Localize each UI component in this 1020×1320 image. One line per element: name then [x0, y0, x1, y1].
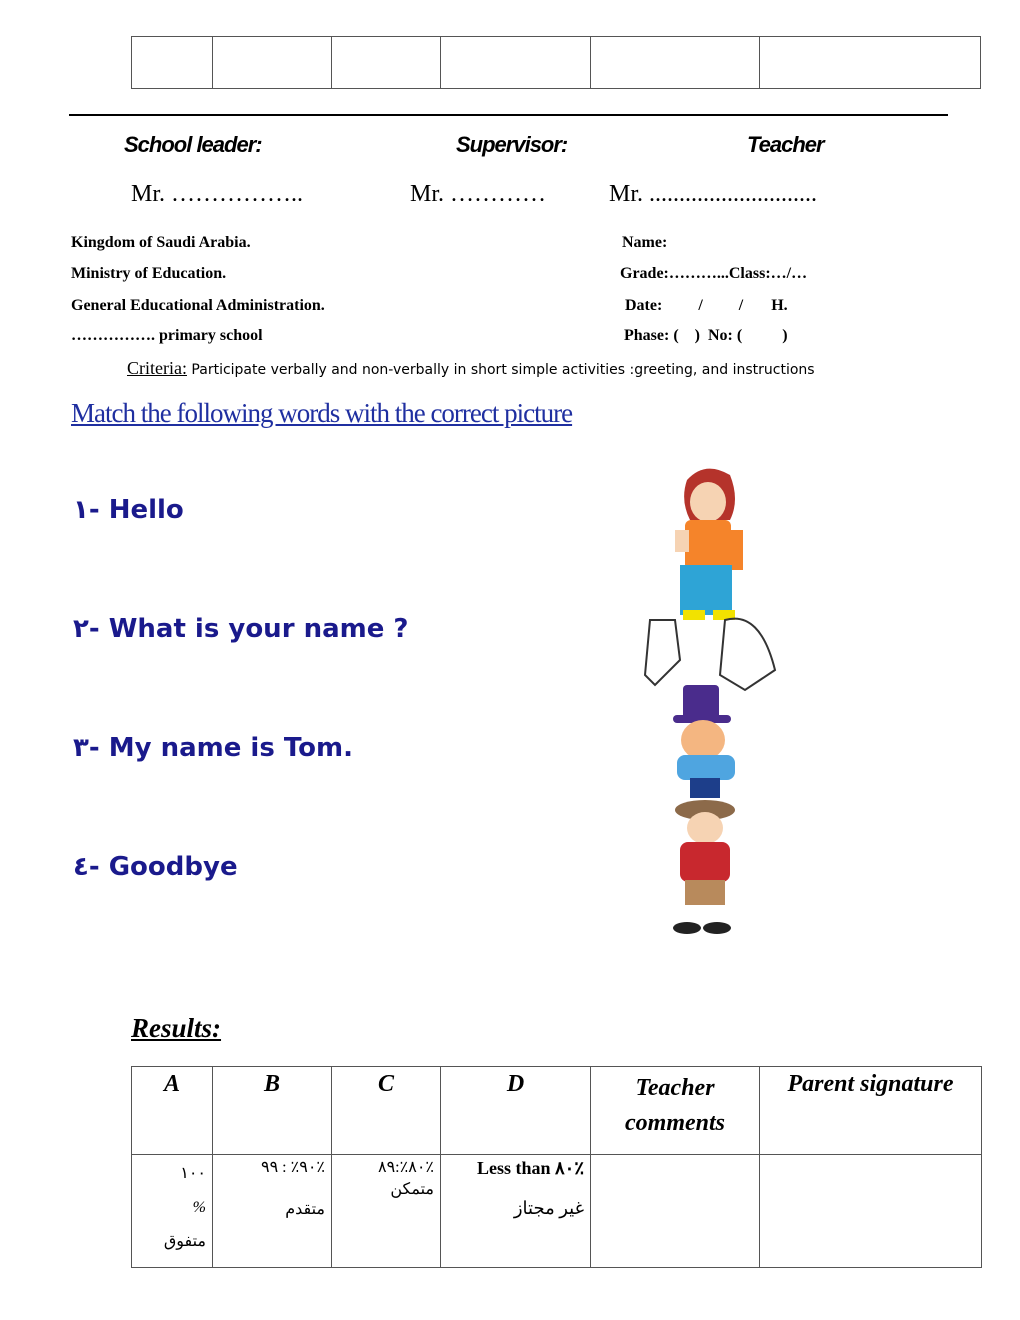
kingdom-text: Kingdom of Saudi Arabia. [71, 234, 251, 251]
top-blank-table [131, 36, 981, 89]
results-label: Results: [131, 1013, 222, 1043]
cell-b [213, 1155, 332, 1268]
cell-c [332, 1155, 441, 1268]
cell-a [132, 1155, 213, 1268]
boy-goodbye-picture [673, 800, 735, 934]
grade-class-field: Grade:………...Class:…/… [620, 265, 808, 282]
administration-text: General Educational Administration. [71, 297, 325, 314]
supervisor-label: Supervisor: [456, 132, 568, 157]
cell-d-range: Less than ٨٠٪ [476, 1158, 584, 1178]
supervisor-name: Mr. ………… [410, 181, 547, 207]
phase-no-field: Phase: ( ) No: ( ) [624, 327, 788, 344]
header-c: C [332, 1067, 441, 1155]
item-hello: ١- Hello [73, 495, 184, 525]
cell-b-level: متقدم [285, 1201, 325, 1218]
cell-b-range: ٩٠٪ : ٩٩٪ [260, 1159, 325, 1176]
item-my-name-is-tom: ٣- My name is Tom. [73, 733, 353, 763]
teacher-comments-cell[interactable] [591, 1155, 760, 1268]
school-leader-name: Mr. …………….. [131, 181, 304, 207]
school-text: ……………. primary school [71, 327, 263, 344]
cell-c-level: متمكن [390, 1181, 434, 1198]
results-table [131, 1066, 982, 1268]
criteria-label: Criteria: [127, 358, 187, 378]
cell-c-range: ٨٠٪:٨٩٪ [377, 1159, 434, 1176]
cell-d [441, 1155, 591, 1268]
cell-a-level: متفوق [163, 1233, 206, 1250]
criteria [127, 358, 815, 379]
name-field: Name: [622, 234, 668, 251]
criteria-text: Participate verbally and non-verbally in short simple activities :greeting, and instructions [186, 362, 815, 378]
page-title: Match the following words with the correct picture [71, 398, 573, 428]
school-leader-label: School leader: [124, 132, 262, 157]
header-teacher-comments: Teacher comments [591, 1067, 760, 1155]
cell-a-range: ١٠٠ [180, 1165, 206, 1182]
teacher-label: Teacher [747, 132, 824, 157]
item-what-is-your-name: ٢- What is your name ? [73, 614, 409, 644]
parent-signature-cell[interactable] [760, 1155, 982, 1268]
item-goodbye: ٤- Goodbye [73, 852, 238, 882]
header-a: A [132, 1067, 213, 1155]
two-people-waving-picture [645, 619, 775, 690]
header-d: D [441, 1067, 591, 1155]
cartoon-pictures [635, 460, 785, 940]
header-parent-signature: Parent signature [760, 1067, 982, 1155]
boy-thumbs-up-picture [675, 469, 743, 620]
cell-a-percent: % [192, 1199, 206, 1216]
boy-top-hat-picture [673, 685, 735, 798]
cell-d-level: غير مجتاز [513, 1198, 584, 1218]
teacher-name: Mr. ............................ [609, 181, 818, 207]
header-b: B [213, 1067, 332, 1155]
date-field: Date: / / H. [625, 297, 788, 314]
ministry-text: Ministry of Education. [71, 265, 227, 282]
divider-line [69, 114, 948, 116]
